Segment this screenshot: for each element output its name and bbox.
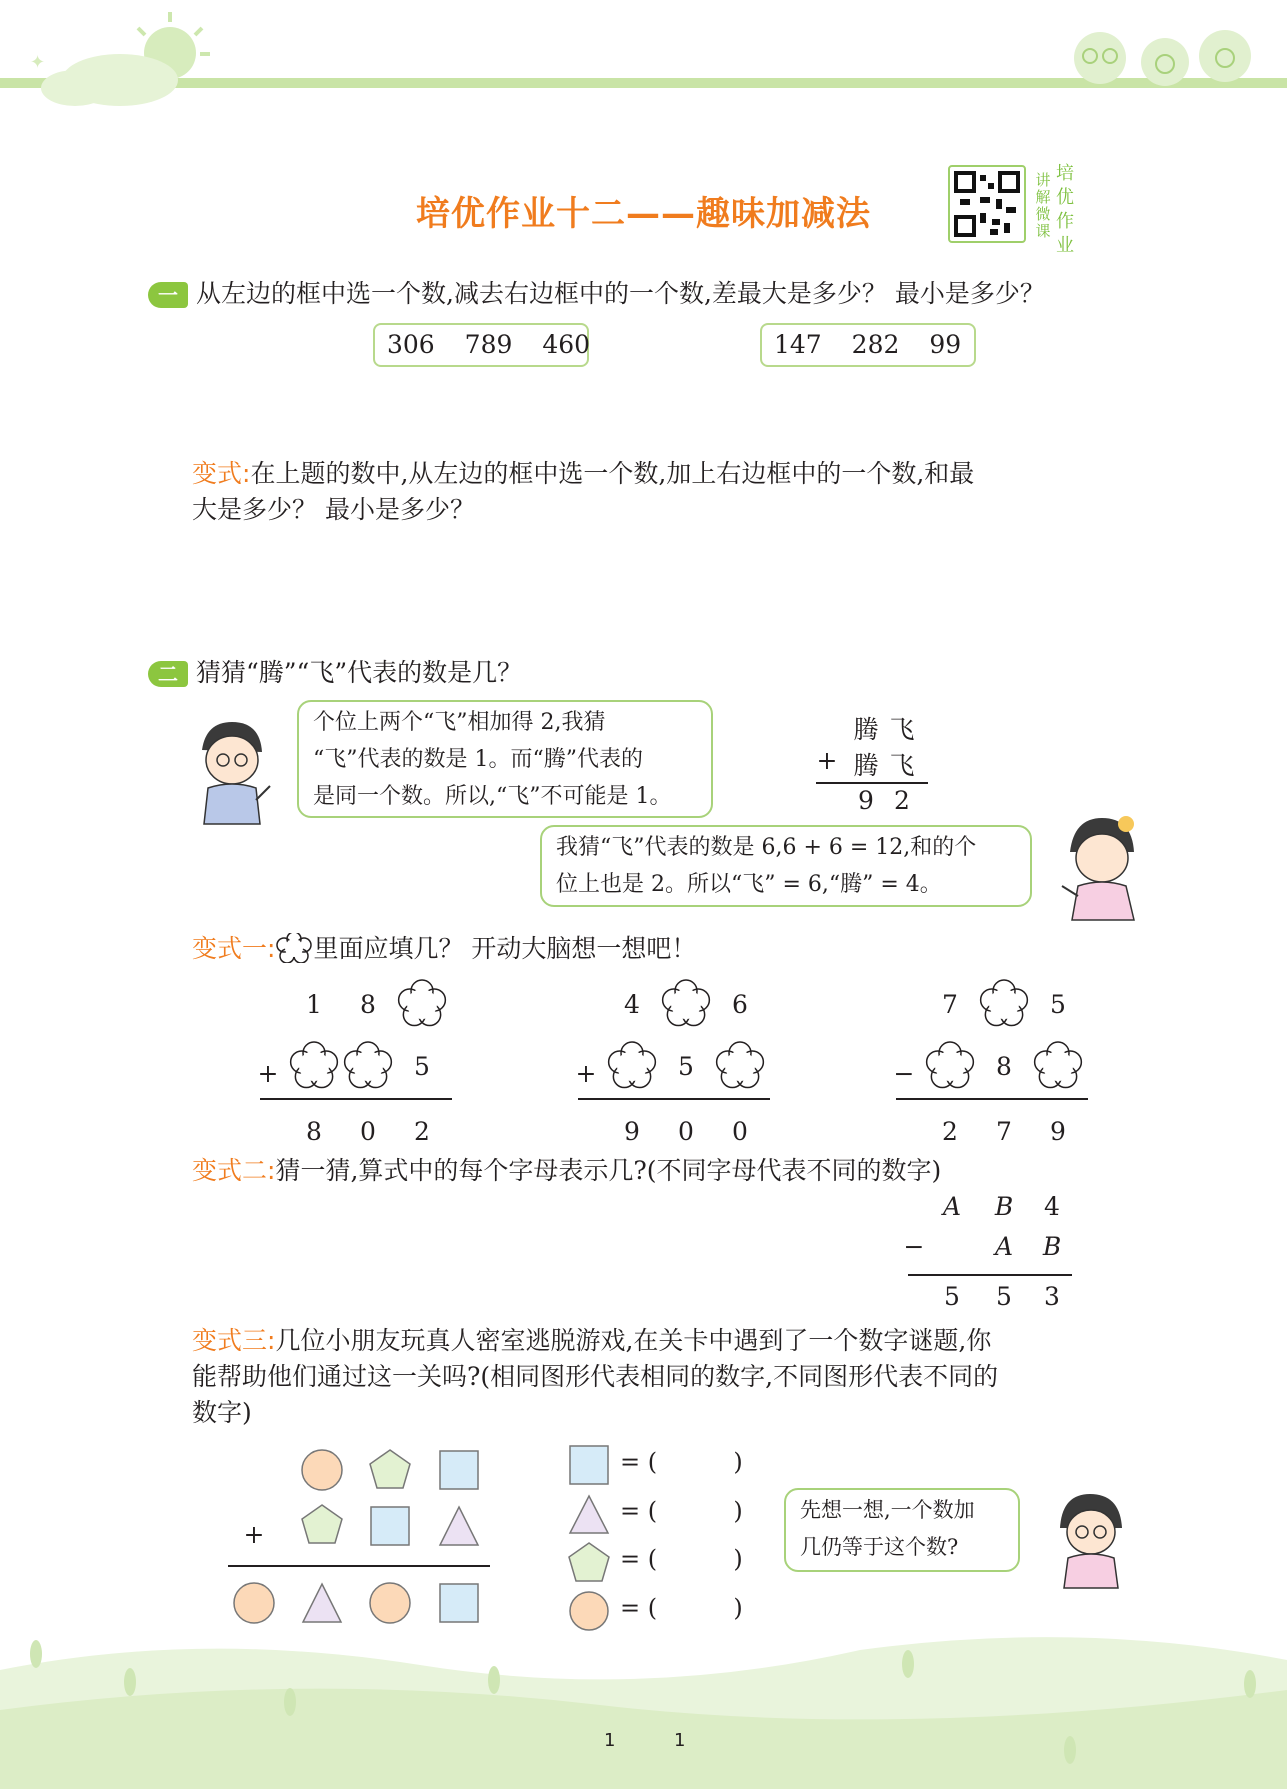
bubble-line: 是同一个数。所以,“飞”不可能是 1。 [313,784,672,809]
number: 99 [929,330,962,359]
sum-char: 飞 [889,715,915,744]
result-digit: 2 [942,1117,958,1146]
sum-line [816,782,928,784]
shape-sum-line [228,1565,490,1567]
digit: 6 [732,990,748,1019]
answer-blank[interactable]: = ( ) [620,1545,743,1573]
flower-puzzles [240,970,1140,1150]
bubble-line: “飞”代表的数是 1。而“腾”代表的 [313,747,643,772]
plus-sign: + [816,746,838,775]
digit: 3 [1044,1282,1060,1311]
result-digit: 0 [732,1117,748,1146]
digit: 4 [1044,1192,1060,1221]
result-digit: 0 [678,1117,694,1146]
qr-label-char: 解 [1035,188,1051,206]
result-digit: 9 [624,1117,640,1146]
variant-3-line: 数字) [192,1398,252,1427]
number: 147 [774,330,822,359]
page-number: 1 [674,1730,686,1751]
bubble-line: 先想一想,一个数加 [800,1498,975,1522]
minus-sign: − [903,1232,925,1261]
qr-code[interactable] [948,165,1026,243]
variant-label: 变式: [192,459,251,488]
problem-line [578,1098,770,1100]
flower-blank-icon[interactable] [927,1042,974,1088]
flower-blank-icon[interactable] [663,980,710,1026]
digit: 7 [942,990,958,1019]
qr-label-right [1054,162,1076,258]
qr-label-char: 讲 [1035,171,1051,189]
triangle-icon [570,1496,608,1533]
variant-3-line: 几位小朋友玩真人密室逃脱游戏,在关卡中遇到了一个数字谜题,你 [275,1326,992,1355]
sum-char: 腾 [853,751,879,780]
digit: 8 [360,990,376,1019]
variant-3-line: 能帮助他们通过这一关吗?(相同图形代表相同的数字,不同图形代表不同的 [192,1362,999,1391]
landscape-decoration [0,1610,1287,1789]
answer-blank[interactable]: = ( ) [620,1497,743,1525]
result-digit: 2 [414,1117,430,1146]
teng-fei-sum [810,710,934,820]
page-title: 培优作业十二——趣味加减法 [416,194,871,234]
circle-icon [302,1450,342,1490]
digit: 5 [678,1052,694,1081]
variant-2-text: 猜一猜,算式中的每个字母表示几?(不同字母代表不同的数字) [275,1156,942,1185]
variant-2-label: 变式二: [192,1156,276,1185]
square-icon [440,1451,478,1489]
variant-3-label: 变式三: [192,1326,276,1355]
flower-blank-icon [275,933,313,963]
question-badge-1: 一 [148,282,188,308]
sum-digit: 9 [858,786,874,815]
question-1-text: 从左边的框中选一个数,减去右边框中的一个数,差最大是多少？ 最小是多少？ [196,279,1045,308]
subtraction-line [908,1274,1072,1276]
animal-heads-decoration [1060,20,1260,90]
result-digit: 8 [306,1117,322,1146]
result-digit: 9 [1050,1117,1066,1146]
left-number-box [373,323,589,367]
qr-label-char: 优 [1056,187,1074,208]
variant-2-row [192,1153,941,1189]
qr-label-char: 作 [1056,211,1074,232]
letter: B [1042,1232,1062,1261]
bubble-line: 个位上两个“飞”相加得 2,我猜 [313,710,606,735]
svg-text:✦: ✦ [30,52,46,73]
flower-blank-icon[interactable] [609,1042,656,1088]
girl-speech-bubble [540,825,1032,907]
operator-sign: + [257,1059,279,1088]
qr-code-icon [950,167,1024,241]
number: 789 [464,330,513,359]
variant-1-label: 变式一: [192,934,276,963]
operator-sign: − [893,1059,915,1088]
flower-blank-icon[interactable] [399,980,446,1026]
page-number: 1 [604,1730,616,1751]
variant-text [192,456,1162,528]
flower-blank-icon[interactable] [1035,1042,1082,1088]
digit: 8 [996,1052,1012,1081]
result-digit: 7 [996,1117,1012,1146]
bubble-line: 位上也是 2。所以“飞” = 6,“腾” = 4。 [556,872,942,897]
digit: 5 [996,1282,1012,1311]
plus-sign: + [243,1520,265,1549]
digit: 4 [624,990,640,1019]
letter-subtraction [900,1192,1080,1322]
bubble-line: 我猜“飞”代表的数是 6,6 + 6 = 12,和的个 [556,835,977,860]
variant-line: 在上题的数中,从左边的框中选一个数,加上右边框中的一个数,和最 [250,459,975,488]
answer-blank[interactable]: = ( ) [620,1448,743,1476]
number: 282 [851,330,900,359]
triangle-icon [440,1507,478,1545]
digit: 5 [414,1052,430,1081]
qr-label-char: 课 [1035,222,1051,240]
problem-line [260,1098,452,1100]
cloud-sun-decoration [20,8,210,108]
number: 460 [542,330,591,359]
problem-line [896,1098,1088,1100]
sum-char: 腾 [853,715,879,744]
square-icon [570,1446,608,1484]
flower-blank-icon[interactable] [345,1042,392,1088]
sum-char: 飞 [889,751,915,780]
pentagon-icon [569,1543,609,1581]
variant-line: 大是多少？ 最小是多少？ [192,495,475,524]
variant-3-text [192,1323,1172,1431]
digit: 5 [1050,990,1066,1019]
flower-blank-icon[interactable] [291,1042,338,1088]
question-badge-2: 二 [148,661,188,687]
digit: 1 [306,990,322,1019]
boy-character-icon [186,716,276,828]
sum-digit: 2 [894,786,910,815]
boy-speech-bubble [297,700,713,818]
number: 306 [387,330,435,359]
girl-character-icon [1056,810,1146,922]
right-number-box [760,323,976,367]
girl-thinking-icon [1050,1488,1130,1590]
variant-1-text: 里面应填几？ 开动大脑想一想吧！ [313,934,697,963]
digit: 5 [944,1282,960,1311]
flower-blank-icon[interactable] [717,1042,764,1088]
qr-label-left [1034,172,1052,240]
qr-label-char: 业 [1056,235,1074,256]
hint-speech-bubble [784,1488,1020,1572]
result-digit: 0 [360,1117,376,1146]
qr-label-char: 培 [1056,163,1074,184]
pentagon-icon [302,1505,342,1543]
qr-label-char: 微 [1035,205,1051,223]
square-icon [371,1507,409,1545]
operator-sign: + [575,1059,597,1088]
letter: B [994,1192,1014,1221]
pentagon-icon [370,1450,410,1488]
letter: A [942,1192,962,1221]
flower-blank-icon[interactable] [981,980,1028,1026]
question-2-text: 猜猜“腾”“飞”代表的数是几？ [196,658,523,687]
letter: A [994,1232,1014,1261]
variant-1-row [192,931,696,967]
bubble-line: 几仍等于这个数? [800,1535,959,1559]
answer-blank[interactable]: = ( ) [620,1594,743,1622]
